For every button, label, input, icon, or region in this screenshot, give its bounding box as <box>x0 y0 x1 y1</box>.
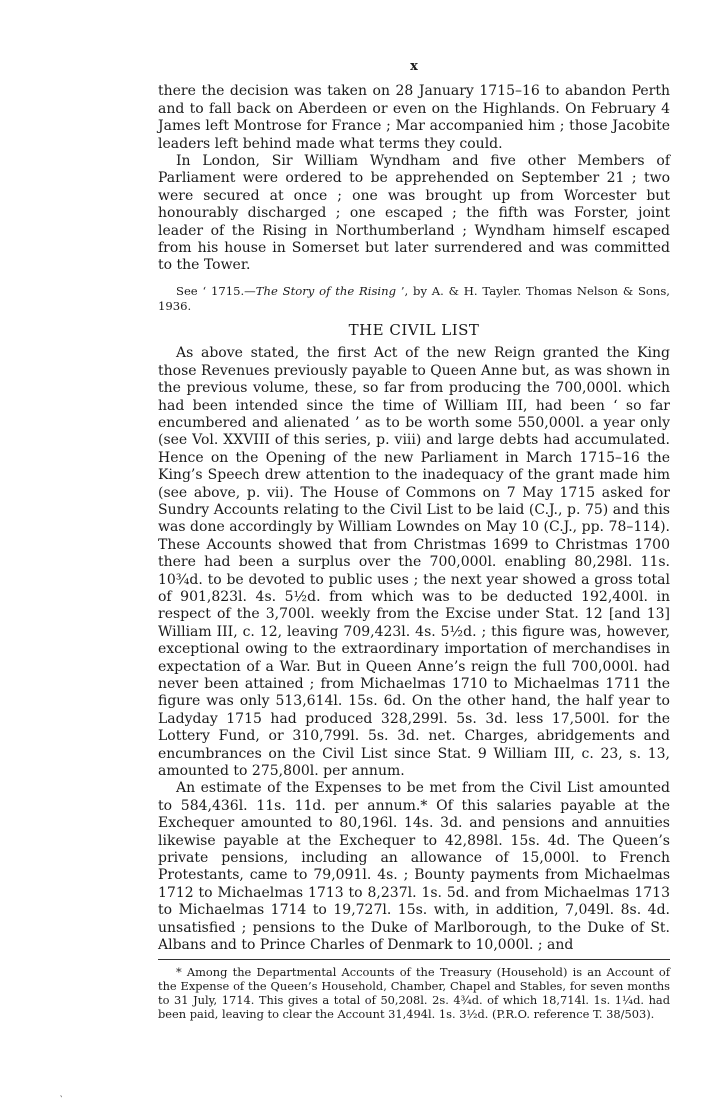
citation-suffix: ’, by A. & H. Tayler. Thomas Nelson & Sons, 1936. <box>158 283 670 313</box>
section-heading: THE CIVIL LIST <box>348 320 480 339</box>
paragraph-civil-list-revenues: As above stated, the first Act of the new Reign granted the King those Revenues previously payable to Queen Anne but, as was shown in the previous volume, these, so far from producing the 700,000l. which had been intended since the time of William III, had been ‘ so far encumbered and alienated ’ as to be worth some 550,000l. a year only (see Vol. XXVIII of this series, p. viii) and large debts had accumulated. Hence on the Opening of the new Parliament in March 1715–16 the King’s Speech drew attention to the inadequacy of the grant made him (see above, p. vii). The House of Commons on 7 May 1715 asked for Sundry Accounts relating to the Civil List to be laid (C.J., p. 75) and this was done accordingly by William Lowndes on May 10 (C.J., pp. 78–114). These Accounts showed that from Christmas 1699 to Christmas 1700 there had been a surplus over the 700,000l. enabling 80,298l. 11s. 10¾d. to be devoted to public uses ; the next year showed a gross total of 901,823l. 4s. 5½d. from which was to be deducted 192,400l. in respect of the 3,700l. weekly from the Excise under Stat. 12 [and 13] William III, c. 12, leaving 709,423l. 4s. 5½d. ; this figure was, however, exceptional owing to the extraordinary importation of merchandises in expectation of a War. But in Queen Anne’s reign the full 700,000l. had never been attained ; from Michaelmas 1710 to Michaelmas 1711 the figure was only 513,614l. 15s. 6d. On the other hand, the half year to Ladyday 1715 had produced 328,299l. 5s. 3d. less 17,500l. for the Lottery Fund, or 310,799l. 5s. 3d. net. Charges, abridgements and encumbrances on the Civil List since Stat. 9 William III, c. 23, s. 13, amounted to 275,800l. per annum. <box>158 345 670 780</box>
citation-prefix: See ‘ 1715.— <box>176 283 256 298</box>
citation-title: The Story of the Rising <box>255 283 397 298</box>
paragraph-london-arrests: In London, Sir William Wyndham and five other Members of Parliament were ordered to be apprehended on September 21 ; two were secured at once ; one was brought up from Worcester but honourably discharged ; one escaped ; the fifth was Forster, joint leader of the Rising in Northumberland ; Wyndham himself escaped from his house in Somerset but later surrendered and was committed to the Tower. <box>158 153 670 274</box>
citation <box>158 284 670 314</box>
page-number: x <box>410 59 418 74</box>
bottom-mark: ‵ <box>60 1095 63 1106</box>
paragraph-jacobite-retreat: there the decision was taken on 28 January 1715–16 to abandon Perth and to fall back on Aberdeen or even on the Highlands. On February 4 James left Montrose for France ; Mar accompanied him ; those Jacobite leaders left behind made what terms they could. <box>158 83 670 152</box>
footnote-divider <box>158 959 670 960</box>
document-page <box>158 58 670 1021</box>
footnote: * Among the Departmental Accounts of the Treasury (Household) is an Account of the Expense of the Queen’s Household, Chamber, Chapel and Stables, for seven months to 31 July, 1714. This gives a total of 50,208l. 2s. 4¾d. of which 18,714l. 1s. 1¼d. had been paid, leaving to clear the Account 31,494l. 1s. 3½d. (P.R.O. reference T. 38/503). <box>158 964 670 1022</box>
paragraph-civil-list-expenses: An estimate of the Expenses to be met from the Civil List amounted to 584,436l. 11s. 11d. per annum.* Of this salaries payable at the Exchequer amounted to 80,196l. 14s. 3d. and pensions and annuities likewise payable at the Exchequer to 42,898l. 15s. 4d. The Queen’s private pensions, including an allowance of 15,000l. to French Protestants, came to 79,091l. 4s. ; Bounty payments from Michaelmas 1712 to Michaelmas 1713 to 8,237l. 1s. 5d. and from Michaelmas 1713 to Michaelmas 1714 to 19,727l. 15s. with, in addition, 7,049l. 8s. 4d. unsatisfied ; pensions to the Duke of Marlborough, to the Duke of St. Albans and to Prince Charles of Denmark to 10,000l. ; and <box>158 780 670 954</box>
